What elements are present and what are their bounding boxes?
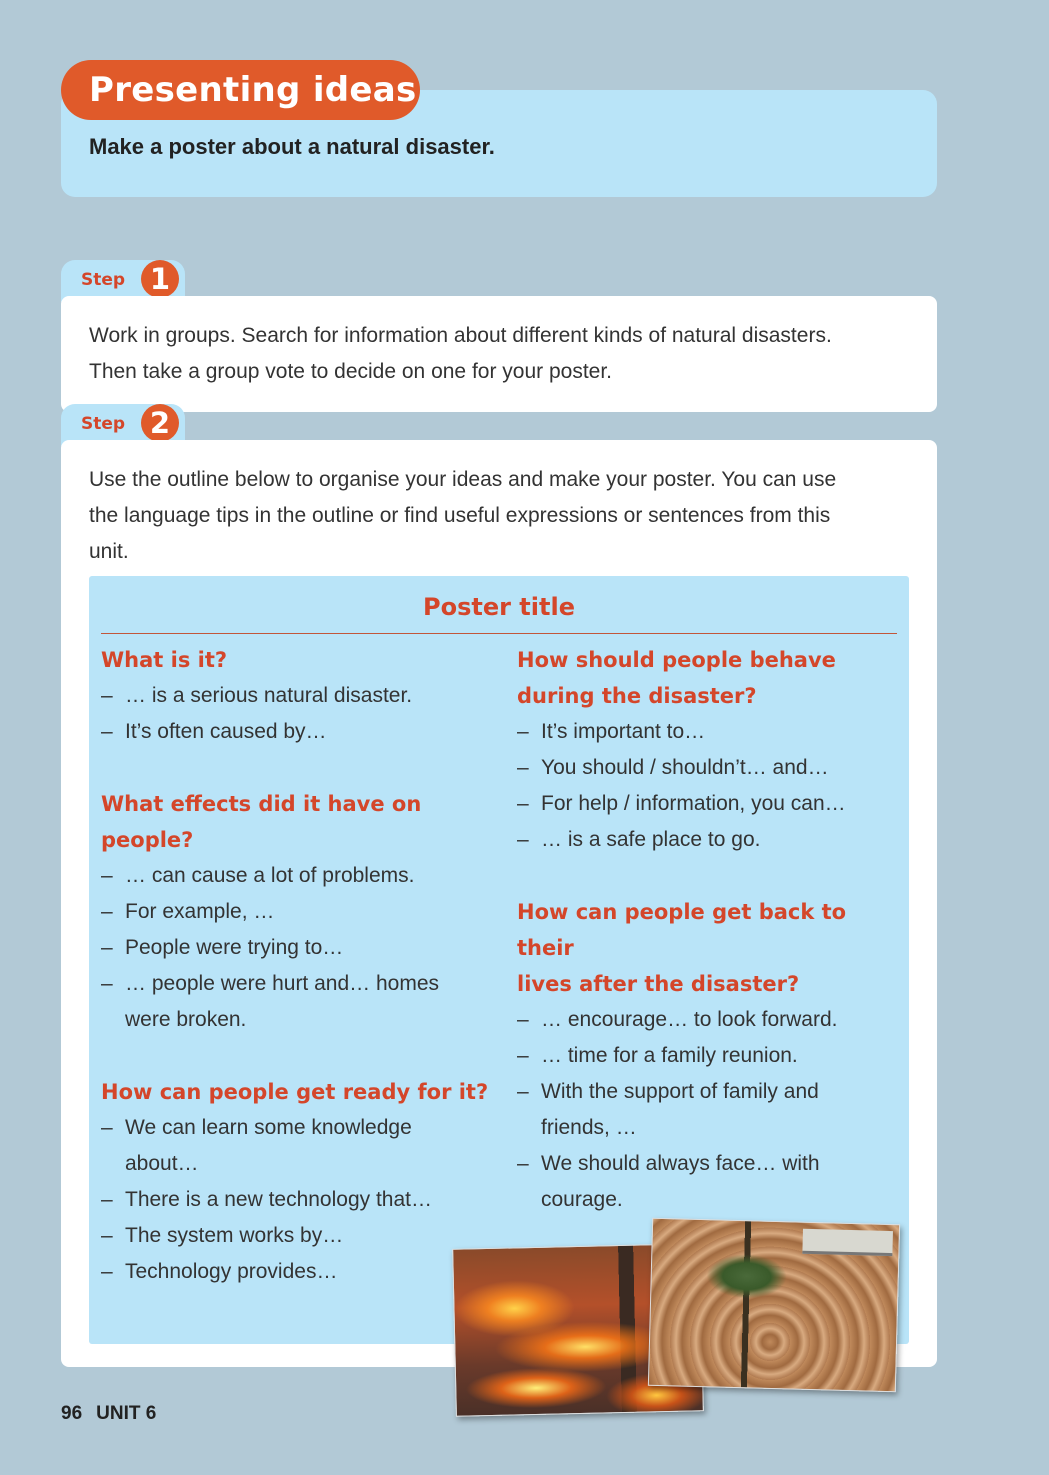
list-item: – There is a new technology that… <box>101 1182 491 1218</box>
list-item: – The system works by… <box>101 1218 491 1254</box>
list-item: – … time for a family reunion. <box>517 1038 907 1074</box>
section-heading: How can people get ready for it? <box>101 1080 489 1104</box>
step-2-line: Use the outline below to organise your ideas and make your poster. You can use <box>89 468 837 491</box>
house-in-photo <box>802 1229 893 1256</box>
section-heading: How should people behave during the disaster? <box>517 648 836 708</box>
section-heading: What is it? <box>101 648 228 672</box>
list-item: – … is a serious natural disaster. <box>101 678 491 714</box>
list-item: – With the support of family and friends, … <box>517 1074 907 1146</box>
section-title-pill <box>61 60 420 120</box>
outline-right-column <box>517 642 907 1218</box>
step-2-line: the language tips in the outline or find useful expressions or sentences from this <box>89 504 831 527</box>
list-item: – It’s often caused by… <box>101 714 491 750</box>
title-divider <box>101 633 897 634</box>
step-1-number-badge: 1 <box>141 260 179 298</box>
list-item: – For example, … <box>101 894 491 930</box>
section-heading: How can people get back to their lives after the disaster? <box>517 900 847 996</box>
list-item: – For help / information, you can… <box>517 786 907 822</box>
step-1-text <box>89 318 832 390</box>
page-number: 96 <box>61 1403 83 1424</box>
poster-title: Poster title <box>423 593 575 621</box>
step-2-text <box>89 462 836 570</box>
section-heading: What effects did it have on people? <box>101 792 422 852</box>
step-2-label: Step <box>81 414 126 434</box>
step-2-number-badge: 2 <box>141 404 179 442</box>
list-item: – … people were hurt and… homes were broken. <box>101 966 491 1038</box>
list-item: – People were trying to… <box>101 930 491 966</box>
step-2-line: unit. <box>89 540 129 563</box>
task-instruction: Make a poster about a natural disaster. <box>89 134 495 159</box>
list-item: – We can learn some knowledge about… <box>101 1110 491 1182</box>
list-item: – Technology provides… <box>101 1254 491 1290</box>
list-item: – … encourage… to look forward. <box>517 1002 907 1038</box>
list-item: – You should / shouldn’t… and… <box>517 750 907 786</box>
flood-photo <box>648 1218 900 1392</box>
outline-left-column <box>101 642 491 1290</box>
section-title: Presenting ideas <box>89 70 417 110</box>
list-item: – It’s important to… <box>517 714 907 750</box>
step-1-label: Step <box>81 270 126 290</box>
list-item: – … can cause a lot of problems. <box>101 858 491 894</box>
list-item: – We should always face… with courage. <box>517 1146 907 1218</box>
list-item: – … is a safe place to go. <box>517 822 907 858</box>
page-footer <box>61 1403 156 1425</box>
step-1-line: Work in groups. Search for information about different kinds of natural disasters. <box>89 324 832 347</box>
unit-label: UNIT 6 <box>96 1403 157 1424</box>
step-1-line: Then take a group vote to decide on one for your poster. <box>89 360 613 383</box>
